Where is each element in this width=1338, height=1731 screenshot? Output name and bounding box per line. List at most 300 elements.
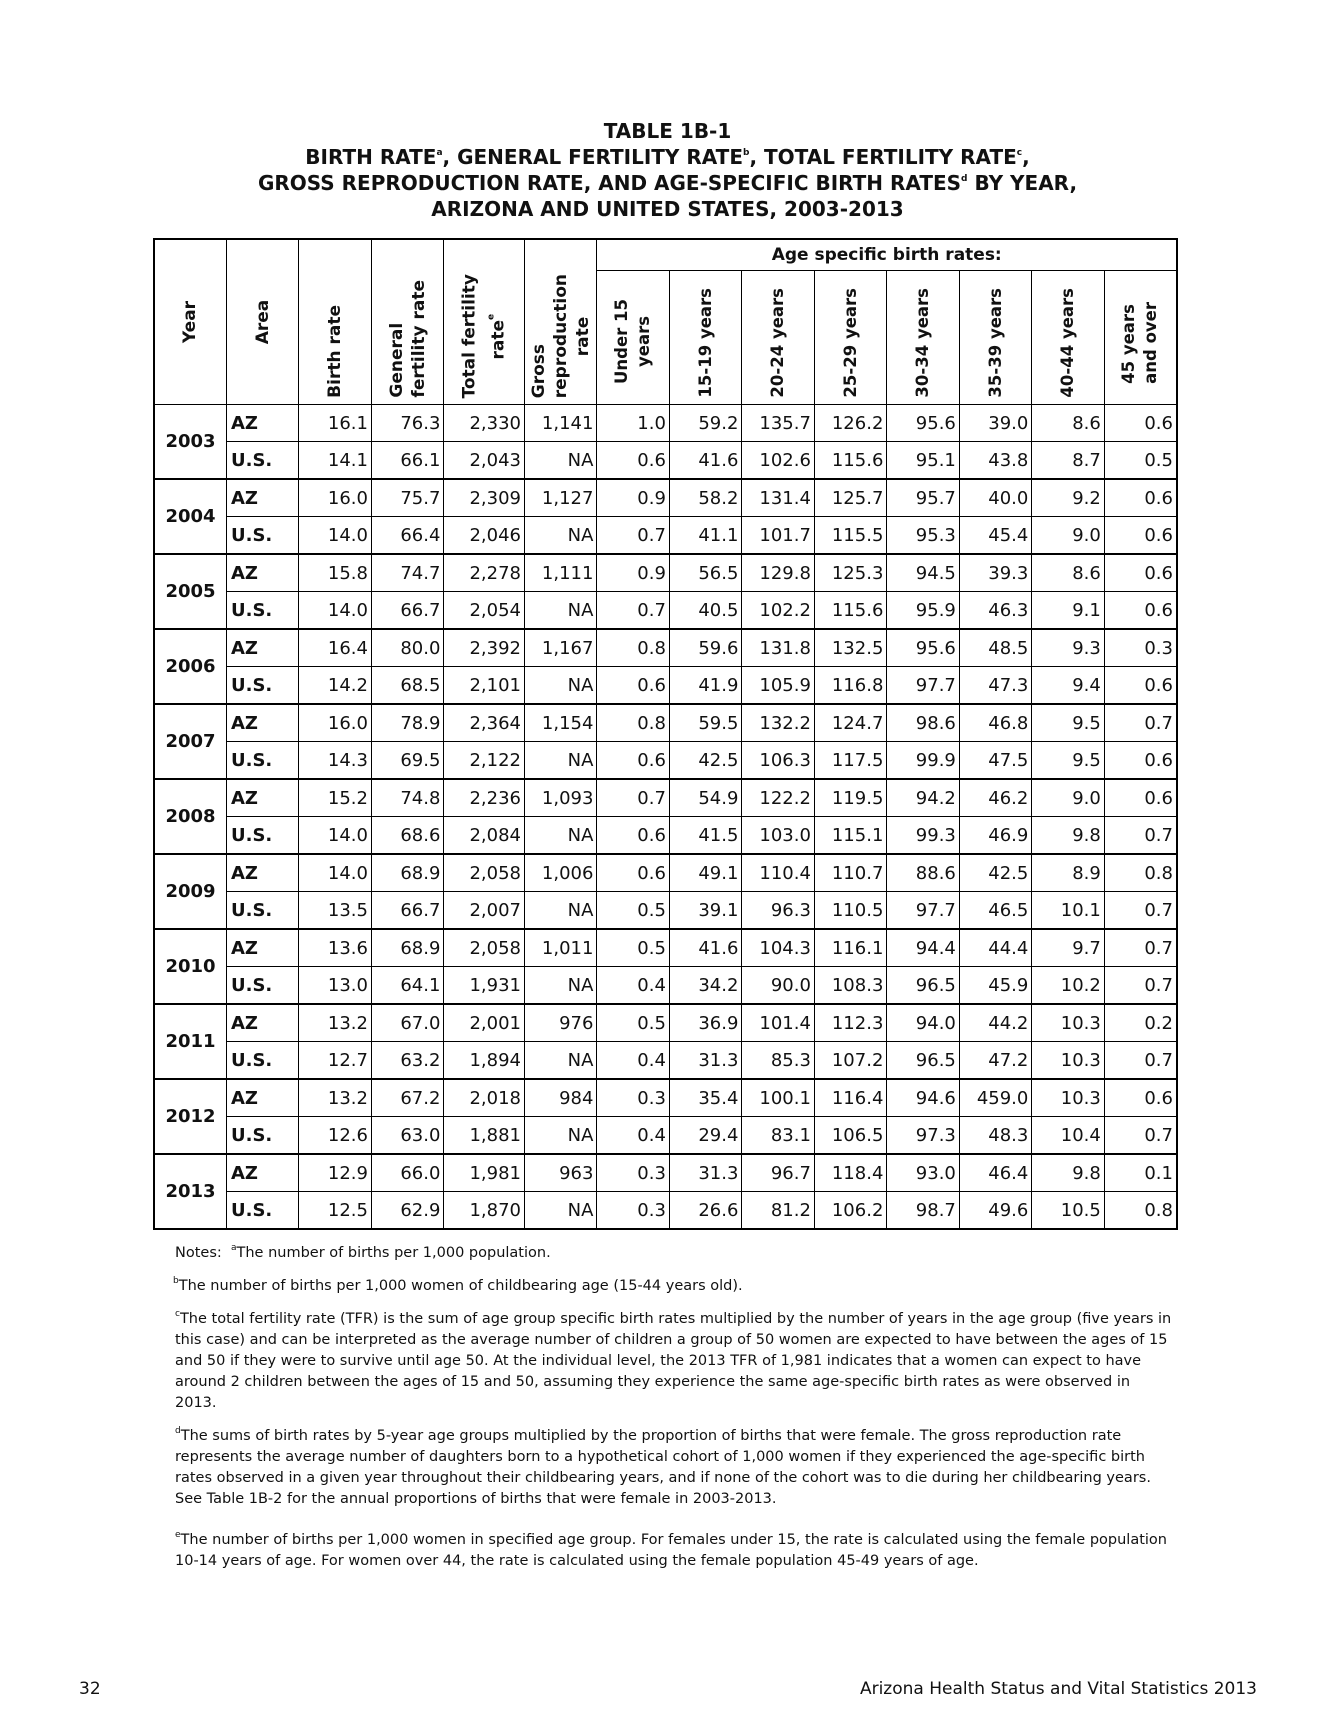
value-cell: 1,093: [524, 779, 596, 817]
value-cell: 115.6: [814, 592, 886, 630]
value-cell: 9.7: [1032, 929, 1104, 967]
value-cell: 14.0: [299, 817, 371, 855]
value-cell: 0.8: [597, 704, 669, 742]
value-cell: NA: [524, 1192, 596, 1230]
value-cell: 0.4: [597, 1042, 669, 1080]
value-cell: 46.4: [959, 1154, 1031, 1192]
value-cell: 16.1: [299, 405, 371, 442]
value-cell: 0.7: [1104, 704, 1177, 742]
value-cell: 75.7: [371, 479, 443, 517]
value-cell: 16.0: [299, 479, 371, 517]
value-cell: 119.5: [814, 779, 886, 817]
header-label: [386, 280, 430, 398]
note-text: The number of births per 1,000 women of childbearing age (15-44 years old).: [178, 1278, 743, 1294]
value-cell: 99.3: [887, 817, 959, 855]
value-cell: 15.2: [299, 779, 371, 817]
value-cell: 66.0: [371, 1154, 443, 1192]
note-text: The total fertility rate (TFR) is the sum of age group specific birth rates multiplied by the number of years in the age group (five years in this case) and can be interpreted as the average number of children a group of 50 women are expected to have between the ages of 15 and 50 if they were to survive until age 50. At the individual level, the 2013 TFR of 1,981 indicates that a women can expect to have around 2 children between the ages of 15 and 50, assuming they experience the same age-specific birth rates as were observed in 2013.: [175, 1311, 1172, 1411]
header-label: [459, 274, 510, 399]
area-cell: U.S.: [226, 1192, 298, 1230]
value-cell: 1,931: [444, 967, 525, 1005]
value-cell: 0.4: [597, 1117, 669, 1155]
value-cell: 0.3: [597, 1192, 669, 1230]
value-cell: 64.1: [371, 967, 443, 1005]
title-text: GROSS REPRODUCTION RATE, AND AGE-SPECIFIC BIRTH RATES: [257, 171, 962, 195]
note-text: The number of births per 1,000 women in specified age group. For females under 15, the rate is calculated using the female population 10-14 years of age. For women over 44, the rate is calculated using the female population 45-49 years of age.: [175, 1532, 1167, 1569]
value-cell: 0.7: [1104, 817, 1177, 855]
value-cell: 1,167: [524, 629, 596, 667]
value-cell: 132.5: [814, 629, 886, 667]
value-cell: 68.5: [371, 667, 443, 705]
value-cell: 59.6: [669, 629, 741, 667]
header-label: 35-39 years: [985, 288, 1005, 398]
value-cell: 69.5: [371, 742, 443, 780]
value-cell: 95.1: [887, 442, 959, 480]
table-row: [154, 779, 1177, 817]
value-cell: 48.5: [959, 629, 1031, 667]
value-cell: 131.4: [742, 479, 814, 517]
value-cell: NA: [524, 667, 596, 705]
header-label: 20-24 years: [768, 288, 788, 398]
year-cell: 2008: [154, 779, 226, 854]
value-cell: 2,058: [444, 929, 525, 967]
value-cell: 35.4: [669, 1079, 741, 1117]
header-age-specific-group: Age specific birth rates:: [597, 239, 1177, 271]
value-cell: 2,278: [444, 554, 525, 592]
value-cell: 47.5: [959, 742, 1031, 780]
value-cell: 46.3: [959, 592, 1031, 630]
value-cell: 0.3: [597, 1154, 669, 1192]
header-birth-rate: [299, 239, 371, 405]
footnote-marker: d: [961, 174, 968, 184]
header-45-over: [1104, 271, 1177, 405]
value-cell: 2,018: [444, 1079, 525, 1117]
header-25-29: [814, 271, 886, 405]
value-cell: 49.1: [669, 854, 741, 892]
value-cell: 108.3: [814, 967, 886, 1005]
value-cell: 66.7: [371, 592, 443, 630]
value-cell: NA: [524, 1117, 596, 1155]
value-cell: 68.6: [371, 817, 443, 855]
value-cell: 95.6: [887, 629, 959, 667]
year-cell: 2005: [154, 554, 226, 629]
table-row: [154, 405, 1177, 442]
value-cell: 0.8: [1104, 854, 1177, 892]
title-text: BIRTH RATE: [305, 145, 437, 169]
value-cell: 44.4: [959, 929, 1031, 967]
value-cell: 10.3: [1032, 1004, 1104, 1042]
value-cell: 29.4: [669, 1117, 741, 1155]
title-line-1: TABLE 1B-1: [603, 119, 732, 143]
year-cell: 2004: [154, 479, 226, 554]
value-cell: 2,364: [444, 704, 525, 742]
area-cell: U.S.: [226, 667, 298, 705]
table-row: [154, 1117, 1177, 1155]
value-cell: 0.7: [597, 592, 669, 630]
value-cell: 14.3: [299, 742, 371, 780]
value-cell: 9.0: [1032, 517, 1104, 555]
title-line-3: [150, 170, 1185, 196]
area-cell: AZ: [226, 629, 298, 667]
table-row: [154, 817, 1177, 855]
table-row: [154, 892, 1177, 930]
value-cell: 0.4: [597, 967, 669, 1005]
table-row: [154, 1154, 1177, 1192]
value-cell: 1,981: [444, 1154, 525, 1192]
value-cell: 59.5: [669, 704, 741, 742]
header-label: 15-19 years: [695, 288, 715, 398]
value-cell: 2,007: [444, 892, 525, 930]
value-cell: 9.1: [1032, 592, 1104, 630]
value-cell: 48.3: [959, 1117, 1031, 1155]
header-label: Area: [252, 299, 273, 345]
value-cell: 8.6: [1032, 554, 1104, 592]
note-d: [175, 1426, 1175, 1510]
table-row: [154, 667, 1177, 705]
value-cell: 31.3: [669, 1154, 741, 1192]
value-cell: 80.0: [371, 629, 443, 667]
value-cell: 12.6: [299, 1117, 371, 1155]
value-cell: 106.2: [814, 1192, 886, 1230]
value-cell: 0.6: [597, 442, 669, 480]
header-40-44: [1032, 271, 1104, 405]
value-cell: 13.2: [299, 1079, 371, 1117]
title-text: ,: [1022, 145, 1030, 169]
value-cell: 2,309: [444, 479, 525, 517]
value-cell: 41.6: [669, 929, 741, 967]
area-cell: AZ: [226, 854, 298, 892]
header-label: 40-44 years: [1058, 288, 1078, 398]
value-cell: 96.5: [887, 967, 959, 1005]
year-cell: 2012: [154, 1079, 226, 1154]
note-text: The sums of birth rates by 5-year age groups multiplied by the proportion of births that were female. The gross reproduction rate represents the average number of daughters born to a hypothetical cohort of 1,000 women if they experienced the age-specific birth rates observed in a given year throughout their childbearing years, and if none of the cohort was to die during her childbearing years. See Table 1B-2 for the annual proportions of births that were female in 2003-2013.: [175, 1428, 1151, 1507]
value-cell: 115.6: [814, 442, 886, 480]
value-cell: 0.6: [597, 854, 669, 892]
value-cell: 0.7: [597, 779, 669, 817]
header-label-line: Gross: [528, 343, 549, 398]
value-cell: NA: [524, 442, 596, 480]
header-label: [1118, 302, 1162, 384]
value-cell: 40.5: [669, 592, 741, 630]
value-cell: 2,058: [444, 854, 525, 892]
value-cell: 47.2: [959, 1042, 1031, 1080]
value-cell: 0.7: [1104, 892, 1177, 930]
value-cell: 14.2: [299, 667, 371, 705]
value-cell: 40.0: [959, 479, 1031, 517]
value-cell: 103.0: [742, 817, 814, 855]
value-cell: 105.9: [742, 667, 814, 705]
value-cell: 41.9: [669, 667, 741, 705]
value-cell: 13.5: [299, 892, 371, 930]
value-cell: 0.9: [597, 479, 669, 517]
table-row: [154, 517, 1177, 555]
value-cell: 98.7: [887, 1192, 959, 1230]
value-cell: 10.3: [1032, 1042, 1104, 1080]
value-cell: 0.9: [597, 554, 669, 592]
table-row: [154, 854, 1177, 892]
header-label-line: [481, 274, 510, 399]
value-cell: 110.7: [814, 854, 886, 892]
value-cell: 13.2: [299, 1004, 371, 1042]
value-cell: 54.9: [669, 779, 741, 817]
footnote-marker: e: [486, 312, 497, 320]
value-cell: 0.2: [1104, 1004, 1177, 1042]
value-cell: 46.9: [959, 817, 1031, 855]
value-cell: 14.0: [299, 854, 371, 892]
value-cell: 99.9: [887, 742, 959, 780]
value-cell: 100.1: [742, 1079, 814, 1117]
value-cell: 115.5: [814, 517, 886, 555]
value-cell: 59.2: [669, 405, 741, 442]
header-label-line: Total fertility: [459, 273, 480, 398]
header-15-19: [669, 271, 741, 405]
header-label: Birth rate: [325, 305, 346, 398]
value-cell: 9.8: [1032, 817, 1104, 855]
year-cell: 2013: [154, 1154, 226, 1229]
value-cell: 9.2: [1032, 479, 1104, 517]
header-label-line: reproduction: [550, 273, 571, 398]
value-cell: 10.1: [1032, 892, 1104, 930]
area-cell: U.S.: [226, 442, 298, 480]
value-cell: 93.0: [887, 1154, 959, 1192]
value-cell: 8.9: [1032, 854, 1104, 892]
value-cell: 14.1: [299, 442, 371, 480]
header-total-fertility-rate: [444, 239, 525, 405]
header-general-fertility-rate: [371, 239, 443, 405]
value-cell: 26.6: [669, 1192, 741, 1230]
table-row: [154, 479, 1177, 517]
value-cell: 94.0: [887, 1004, 959, 1042]
value-cell: 116.8: [814, 667, 886, 705]
header-label: [611, 299, 655, 384]
area-cell: AZ: [226, 1004, 298, 1042]
value-cell: 126.2: [814, 405, 886, 442]
value-cell: 8.7: [1032, 442, 1104, 480]
value-cell: NA: [524, 892, 596, 930]
value-cell: 2,054: [444, 592, 525, 630]
value-cell: 62.9: [371, 1192, 443, 1230]
value-cell: 66.4: [371, 517, 443, 555]
value-cell: NA: [524, 517, 596, 555]
value-cell: 68.9: [371, 854, 443, 892]
value-cell: 2,122: [444, 742, 525, 780]
value-cell: 94.4: [887, 929, 959, 967]
table-row: [154, 1004, 1177, 1042]
value-cell: 46.2: [959, 779, 1031, 817]
area-cell: U.S.: [226, 817, 298, 855]
value-cell: 9.4: [1032, 667, 1104, 705]
title-text: BY YEAR,: [967, 171, 1078, 195]
value-cell: 116.1: [814, 929, 886, 967]
table-body: [154, 405, 1177, 1230]
header-year: [154, 239, 226, 405]
value-cell: 44.2: [959, 1004, 1031, 1042]
value-cell: 98.6: [887, 704, 959, 742]
value-cell: 0.6: [1104, 517, 1177, 555]
value-cell: 36.9: [669, 1004, 741, 1042]
value-cell: 85.3: [742, 1042, 814, 1080]
header-label-line: fertility rate: [408, 280, 429, 398]
year-cell: 2007: [154, 704, 226, 779]
value-cell: 0.6: [1104, 779, 1177, 817]
area-cell: U.S.: [226, 592, 298, 630]
value-cell: 1,881: [444, 1117, 525, 1155]
area-cell: U.S.: [226, 1042, 298, 1080]
value-cell: 97.7: [887, 667, 959, 705]
footnote-marker: b: [173, 1276, 179, 1286]
value-cell: 97.7: [887, 892, 959, 930]
value-cell: 74.8: [371, 779, 443, 817]
title-text: , TOTAL FERTILITY RATE: [749, 145, 1017, 169]
value-cell: 8.6: [1032, 405, 1104, 442]
notes-prefix: Notes:: [175, 1245, 222, 1261]
header-20-24: [742, 271, 814, 405]
value-cell: 10.4: [1032, 1117, 1104, 1155]
note-text: The number of births per 1,000 population.: [236, 1245, 551, 1261]
value-cell: 95.6: [887, 405, 959, 442]
value-cell: 0.8: [1104, 1192, 1177, 1230]
value-cell: 110.4: [742, 854, 814, 892]
value-cell: 124.7: [814, 704, 886, 742]
value-cell: 459.0: [959, 1079, 1031, 1117]
header-label: Year: [180, 300, 201, 344]
value-cell: 101.7: [742, 517, 814, 555]
value-cell: 94.5: [887, 554, 959, 592]
value-cell: 0.5: [1104, 442, 1177, 480]
value-cell: 45.9: [959, 967, 1031, 1005]
value-cell: 9.0: [1032, 779, 1104, 817]
footnote-marker: d: [175, 1426, 181, 1436]
value-cell: 106.5: [814, 1117, 886, 1155]
value-cell: 97.3: [887, 1117, 959, 1155]
value-cell: 0.3: [597, 1079, 669, 1117]
value-cell: 0.3: [1104, 629, 1177, 667]
footnote-marker: c: [175, 1309, 180, 1319]
value-cell: 96.5: [887, 1042, 959, 1080]
year-cell: 2006: [154, 629, 226, 704]
note-a: [175, 1243, 1175, 1264]
value-cell: 39.0: [959, 405, 1031, 442]
value-cell: 116.4: [814, 1079, 886, 1117]
value-cell: 66.1: [371, 442, 443, 480]
note-b: [173, 1276, 1175, 1297]
value-cell: 10.3: [1032, 1079, 1104, 1117]
area-cell: AZ: [226, 405, 298, 442]
birth-rate-table: [153, 238, 1178, 1230]
value-cell: 0.6: [1104, 667, 1177, 705]
value-cell: 95.3: [887, 517, 959, 555]
value-cell: 2,330: [444, 405, 525, 442]
value-cell: 0.7: [1104, 1117, 1177, 1155]
value-cell: NA: [524, 817, 596, 855]
table-row: [154, 1192, 1177, 1230]
value-cell: 90.0: [742, 967, 814, 1005]
value-cell: 125.3: [814, 554, 886, 592]
value-cell: 9.8: [1032, 1154, 1104, 1192]
area-cell: AZ: [226, 1154, 298, 1192]
area-cell: AZ: [226, 554, 298, 592]
title-line-4: ARIZONA AND UNITED STATES, 2003-2013: [431, 197, 904, 221]
value-cell: NA: [524, 967, 596, 1005]
page-number: 32: [79, 1679, 101, 1699]
header-label: 30-34 years: [913, 288, 933, 398]
value-cell: 94.6: [887, 1079, 959, 1117]
value-cell: 0.7: [597, 517, 669, 555]
value-cell: 88.6: [887, 854, 959, 892]
value-cell: 13.6: [299, 929, 371, 967]
value-cell: 122.2: [742, 779, 814, 817]
value-cell: 2,046: [444, 517, 525, 555]
value-cell: 95.9: [887, 592, 959, 630]
year-cell: 2003: [154, 405, 226, 480]
area-cell: U.S.: [226, 967, 298, 1005]
header-label-line: General: [386, 323, 407, 398]
value-cell: 41.6: [669, 442, 741, 480]
footnote-marker: c: [1016, 148, 1023, 158]
table-row: [154, 704, 1177, 742]
area-cell: U.S.: [226, 892, 298, 930]
table-row: [154, 554, 1177, 592]
table-row: [154, 1079, 1177, 1117]
value-cell: 0.6: [1104, 405, 1177, 442]
area-cell: AZ: [226, 704, 298, 742]
value-cell: 83.1: [742, 1117, 814, 1155]
note-c: [175, 1309, 1175, 1414]
value-cell: 46.5: [959, 892, 1031, 930]
year-cell: 2011: [154, 1004, 226, 1079]
value-cell: 0.1: [1104, 1154, 1177, 1192]
value-cell: 1,111: [524, 554, 596, 592]
value-cell: 0.7: [1104, 967, 1177, 1005]
value-cell: 94.2: [887, 779, 959, 817]
header-label-line: and over: [1141, 302, 1161, 384]
value-cell: 31.3: [669, 1042, 741, 1080]
table-row: [154, 929, 1177, 967]
header-30-34: [887, 271, 959, 405]
value-cell: 43.8: [959, 442, 1031, 480]
value-cell: 12.9: [299, 1154, 371, 1192]
value-cell: 115.1: [814, 817, 886, 855]
value-cell: 0.6: [597, 817, 669, 855]
header-label-line: years: [634, 315, 654, 368]
value-cell: 0.6: [1104, 1079, 1177, 1117]
value-cell: 96.3: [742, 892, 814, 930]
value-cell: 0.5: [597, 892, 669, 930]
value-cell: 9.3: [1032, 629, 1104, 667]
header-label-text: rate: [488, 319, 509, 359]
year-cell: 2009: [154, 854, 226, 929]
value-cell: 63.2: [371, 1042, 443, 1080]
header-label-line: 45 years: [1119, 304, 1139, 384]
value-cell: 1,011: [524, 929, 596, 967]
value-cell: 49.6: [959, 1192, 1031, 1230]
value-cell: 1,154: [524, 704, 596, 742]
table-row: [154, 1042, 1177, 1080]
value-cell: 0.6: [1104, 479, 1177, 517]
value-cell: 81.2: [742, 1192, 814, 1230]
value-cell: 16.0: [299, 704, 371, 742]
value-cell: 96.7: [742, 1154, 814, 1192]
value-cell: 66.7: [371, 892, 443, 930]
value-cell: 976: [524, 1004, 596, 1042]
value-cell: 2,236: [444, 779, 525, 817]
table-title: [150, 118, 1185, 222]
value-cell: 117.5: [814, 742, 886, 780]
value-cell: 112.3: [814, 1004, 886, 1042]
publication-title: Arizona Health Status and Vital Statistics 2013: [859, 1679, 1257, 1699]
value-cell: 12.5: [299, 1192, 371, 1230]
value-cell: 68.9: [371, 929, 443, 967]
